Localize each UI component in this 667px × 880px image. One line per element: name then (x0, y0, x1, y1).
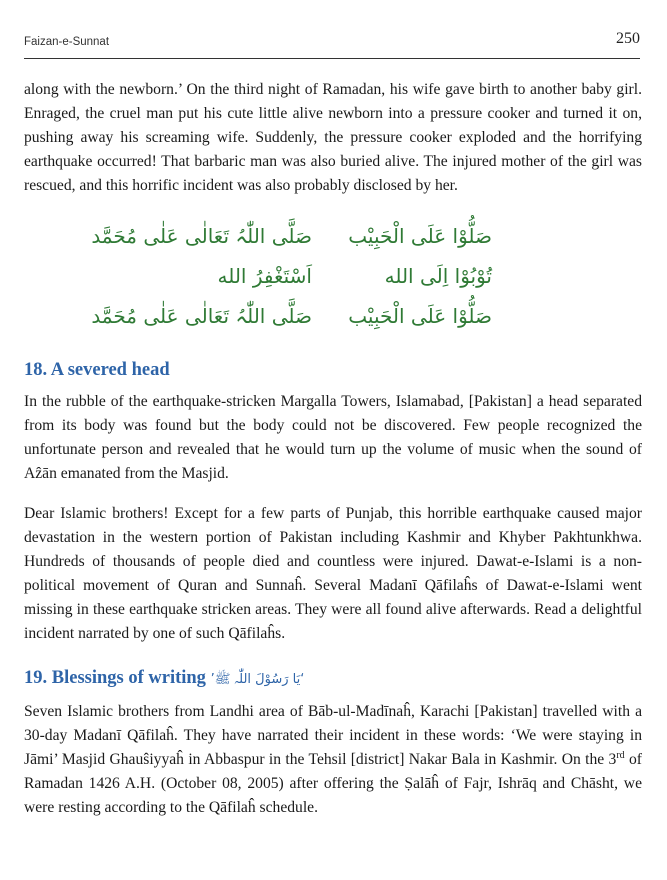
book-title: Faizan-e-Sunnat (24, 36, 110, 48)
intro-paragraph: along with the newborn.’ On the third night of Ramadan, his wife gave birth to another baby girl. Enraged, the cruel man put his cute little alive newborn into a pressure cooker and turned it on, pushing away his screaming wife. Suddenly, the pressure cooker exploded and the horrifying earthquake occurred! That barbaric man was also buried alive. The injured mother of the girl was rescued, and this horrific incident was also probably disclosed by her. (24, 81, 642, 194)
salu-alal-habib-2: صَلُّوْا عَلَی الْحَبِیْب (348, 304, 492, 328)
durood-line-2 (24, 256, 642, 296)
section-18-paragraph-1: In the rubble of the earthquake-stricken Margalla Towers, Islamabad, [Pakistan] a head separated from its body was found but the body could not be discovered. Few people recognized the unfortunate person and revealed that he would turn up the volume of music when the sound of Aẑān emanated from the Masjid. (24, 393, 642, 482)
durood-block (24, 216, 642, 338)
salu-alal-habib-1: صَلُّوْا عَلَی الْحَبِیْب (348, 224, 492, 248)
durood-line-3 (24, 296, 642, 336)
tubu-ilallah: تُوْبُوْا اِلَی الله (384, 264, 492, 288)
section-18-paragraph-2: Dear Islamic brothers! Except for a few parts of Punjab, this horrible earthquake caused major devastation in the western portion of Pakistan including Kashmir and Khyber Pakhtunkhwa. Hundreds of thousands of people died and countless were injured. Dawat-e-Islami is a non-political movement of Quran and Sunnaĥ. Several Madanī Qāfilaĥs of Dawat-e-Islami went missing in these earthquake stricken areas. They were all found alive afterwards. Read a delightful incident narrated by one of such Qāfilaĥs. (24, 505, 642, 642)
running-header (24, 30, 640, 48)
page-number: 250 (616, 30, 640, 47)
header-rule (24, 58, 640, 59)
section-19-paragraph (24, 700, 642, 820)
astaghfirullah: اَسْتَغْفِرُ الله (217, 264, 312, 288)
ya-rasool-allah-honorific: ‘یَا رَسُوْلَ اللّٰہ ﷺ’ (210, 672, 305, 687)
page-body (24, 78, 642, 820)
ordinal-suffix: rd (616, 749, 625, 761)
section-19-heading (24, 666, 642, 692)
section-19-paragraph-start: Seven Islamic brothers from Landhi area of Bāb-ul-Madīnaĥ, Karachi [Pakistan] travelled with a 30-day Madanī Qāfilaĥ. They have narrated their incident in these words: ‘We were staying in Jāmi’ Masjid Ghauŝiyyaĥ in Abbaspur in the Tehsil [district] Nakar Bala in Kashmir. On the 3 (24, 703, 642, 768)
durood-line-1 (24, 216, 642, 256)
sallallahu-ala-muhammad-1: صَلَّی اللّٰہُ تَعَالٰی عَلٰی مُحَمَّد (91, 224, 312, 248)
section-18-heading: 18. A severed head (24, 360, 170, 380)
sallallahu-ala-muhammad-2: صَلَّی اللّٰہُ تَعَالٰی عَلٰی مُحَمَّد (91, 304, 312, 328)
section-19-heading-text: 19. Blessings of writing (24, 668, 206, 688)
section-19-paragraph-end: of Ramadan 1426 A.H. (October 08, 2005) after offering the Ṣalāĥ of Fajr, Ishrāq and Chāsht, we were resting according to the Qāfilaĥ schedule. (24, 751, 642, 816)
